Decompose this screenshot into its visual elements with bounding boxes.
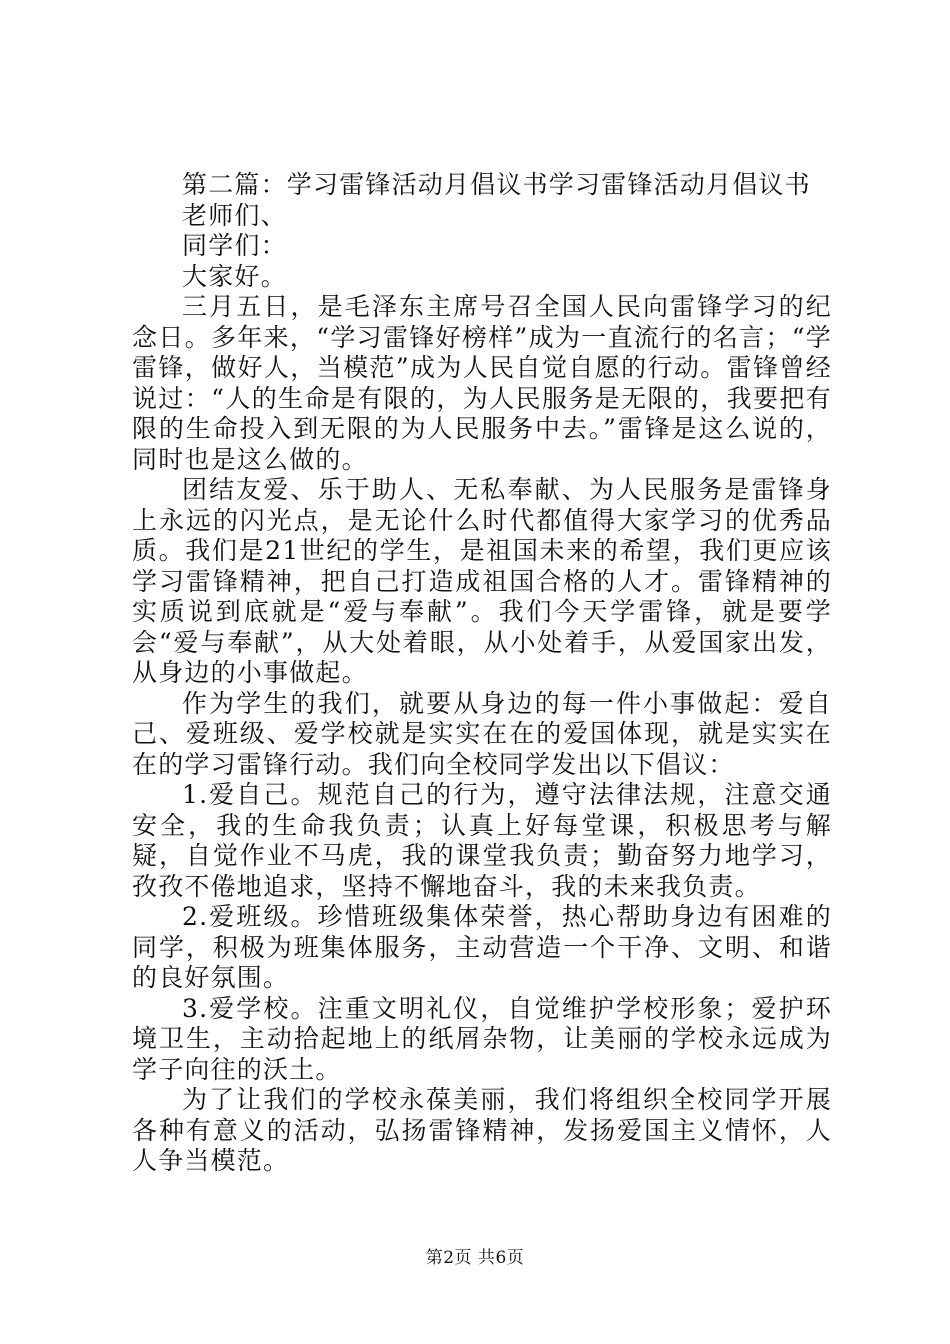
proposal-item: 1.爱自己。规范自己的行为，遵守法律法规，注意交通安全，我的生命我负责；认真上好每堂课，积极思考与解疑，自觉作业不马虎，我的课堂我负责；勤奋努力地学习，孜孜不倦地追求，坚持不懈地奋斗，我的未来我负责。 xyxy=(132,780,832,901)
paragraph: 作为学生的我们，就要从身边的每一件小事做起：爱自己、爱班级、爱学校就是实实在在的爱国体现，就是实实在在的学习雷锋行动。我们向全校同学发出以下倡议： xyxy=(132,688,832,779)
proposal-item: 3.爱学校。注重文明礼仪，自觉维护学校形象；爱护环境卫生，主动拾起地上的纸屑杂物，让美丽的学校永远成为学子向往的沃土。 xyxy=(132,993,832,1084)
document-body xyxy=(132,170,832,1177)
paragraph: 三月五日，是毛泽东主席号召全国人民向雷锋学习的纪念日。多年来，“学习雷锋好榜样”成为一直流行的名言；“学雷锋，做好人，当模范”成为人民自觉自愿的行动。雷锋曾经说过：“人的生命是有限的，为人民服务是无限的，我要把有限的生命投入到无限的为人民服务中去。”雷锋是这么说的，同时也是这么做的。 xyxy=(132,292,832,474)
salutation-teachers: 老师们、 xyxy=(182,200,287,230)
proposal-item: 2.爱班级。珍惜班级集体荣誉，热心帮助身边有困难的同学，积极为班集体服务，主动营造一个干净、文明、和谐的良好氛围。 xyxy=(132,902,832,992)
document-title: 第二篇：学习雷锋活动月倡议书学习雷锋活动月倡议书 xyxy=(182,170,811,199)
page-number: 第2页 共6页 xyxy=(425,1248,525,1268)
greeting: 大家好。 xyxy=(182,261,287,291)
salutation-students: 同学们： xyxy=(182,231,287,260)
paragraph: 为了让我们的学校永葆美丽，我们将组织全校同学开展各种有意义的活动，弘扬雷锋精神，发扬爱国主义情怀，人人争当模范。 xyxy=(132,1085,832,1175)
paragraph: 团结友爱、乐于助人、无私奉献、为人民服务是雷锋身上永远的闪光点，是无论什么时代都值得大家学习的优秀品质。我们是21世纪的学生，是祖国未来的希望，我们更应该学习雷锋精神，把自己打造成祖国合格的人才。雷锋精神的实质说到底就是“爱与奉献”。我们今天学雷锋，就是要学会“爱与奉献”，从大处着眼，从小处着手，从爱国家出发，从身边的小事做起。 xyxy=(132,475,832,687)
